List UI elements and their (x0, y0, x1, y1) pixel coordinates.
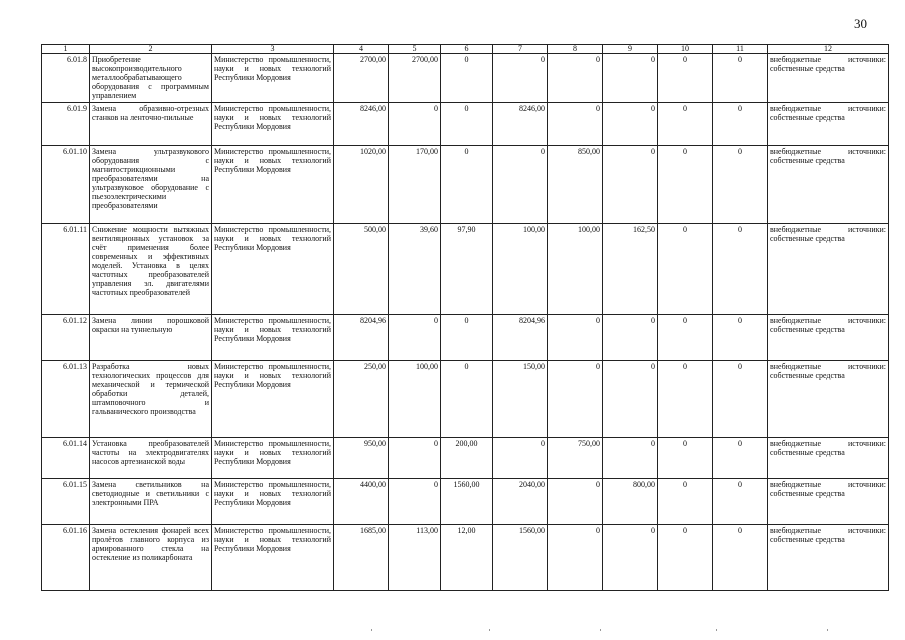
year-6-amount: 0 (658, 479, 713, 525)
total-amount: 2700,00 (334, 54, 389, 103)
measure-name: Установка преобразователей частоты на электродвигателях насосов артезианской воды (90, 438, 212, 479)
year-4-amount: 0 (548, 315, 603, 361)
program-measures-table (41, 44, 889, 591)
column-header: 3 (212, 45, 334, 54)
scan-mark (600, 629, 601, 631)
year-2-amount: 97,90 (441, 224, 493, 315)
column-header: 6 (441, 45, 493, 54)
measure-name: Замена ультразвукового оборудования с магнитострикционными преобразователями на ультразвуковое оборудование с пьезоэлектрическими преобразователями (90, 146, 212, 224)
year-4-amount: 0 (548, 103, 603, 146)
year-3-amount: 100,00 (493, 224, 548, 315)
measure-name: Замена линии порошковой окраски на туннельную (90, 315, 212, 361)
column-header: 1 (42, 45, 90, 54)
table-row (42, 479, 889, 525)
year-1-amount: 2700,00 (389, 54, 441, 103)
row-code: 6.01.10 (42, 146, 90, 224)
table-row (42, 103, 889, 146)
table-row (42, 525, 889, 591)
funding-source: внебюджетные источники: собственные средства (768, 103, 889, 146)
year-6-amount: 0 (658, 361, 713, 438)
funding-source: внебюджетные источники: собственные средства (768, 146, 889, 224)
row-code: 6.01.9 (42, 103, 90, 146)
year-3-amount: 8246,00 (493, 103, 548, 146)
executor: Министерство промышленности, науки и новых технологий Республики Мордовия (212, 479, 334, 525)
row-code: 6.01.14 (42, 438, 90, 479)
measure-name: Замена светильников на светодиодные и светильники с электронными ПРА (90, 479, 212, 525)
measure-name: Замена остекления фонарей всех пролётов главного корпуса из армированного стекла на остекление из поликарбоната (90, 525, 212, 591)
column-header: 8 (548, 45, 603, 54)
executor: Министерство промышленности, науки и новых технологий Республики Мордовия (212, 54, 334, 103)
year-7-amount: 0 (713, 146, 768, 224)
total-amount: 8204,96 (334, 315, 389, 361)
row-code: 6.01.12 (42, 315, 90, 361)
year-7-amount: 0 (713, 54, 768, 103)
year-3-amount: 150,00 (493, 361, 548, 438)
year-4-amount: 0 (548, 479, 603, 525)
year-3-amount: 0 (493, 54, 548, 103)
executor: Министерство промышленности, науки и новых технологий Республики Мордовия (212, 361, 334, 438)
total-amount: 4400,00 (334, 479, 389, 525)
year-1-amount: 170,00 (389, 146, 441, 224)
year-3-amount: 8204,96 (493, 315, 548, 361)
funding-source: внебюджетные источники: собственные средства (768, 315, 889, 361)
executor: Министерство промышленности, науки и новых технологий Республики Мордовия (212, 315, 334, 361)
year-3-amount: 2040,00 (493, 479, 548, 525)
table-row (42, 54, 889, 103)
scan-mark (827, 629, 828, 631)
year-3-amount: 0 (493, 146, 548, 224)
executor: Министерство промышленности, науки и новых технологий Республики Мордовия (212, 103, 334, 146)
year-2-amount: 0 (441, 361, 493, 438)
table-row (42, 224, 889, 315)
year-1-amount: 100,00 (389, 361, 441, 438)
column-header: 12 (768, 45, 889, 54)
year-7-amount: 0 (713, 438, 768, 479)
row-code: 6.01.8 (42, 54, 90, 103)
measure-name: Снижение мощности вытяжных вентиляционных установок за счёт применения более современных и эффективных моделей. Установка в целях частотных преобразователей управления эл. двигателями частотных преобразователей (90, 224, 212, 315)
column-header: 9 (603, 45, 658, 54)
year-3-amount: 0 (493, 438, 548, 479)
total-amount: 1020,00 (334, 146, 389, 224)
executor: Министерство промышленности, науки и новых технологий Республики Мордовия (212, 224, 334, 315)
row-code: 6.01.15 (42, 479, 90, 525)
year-7-amount: 0 (713, 525, 768, 591)
year-5-amount: 0 (603, 438, 658, 479)
year-4-amount: 0 (548, 361, 603, 438)
table-header-row (42, 45, 889, 54)
funding-source: внебюджетные источники: собственные средства (768, 479, 889, 525)
year-1-amount: 0 (389, 438, 441, 479)
year-1-amount: 0 (389, 315, 441, 361)
year-6-amount: 0 (658, 438, 713, 479)
year-6-amount: 0 (658, 315, 713, 361)
year-5-amount: 0 (603, 361, 658, 438)
year-1-amount: 0 (389, 103, 441, 146)
year-4-amount: 100,00 (548, 224, 603, 315)
year-1-amount: 113,00 (389, 525, 441, 591)
page-number: 30 (854, 16, 867, 31)
funding-source: внебюджетные источники: собственные средства (768, 361, 889, 438)
column-header: 11 (713, 45, 768, 54)
year-2-amount: 0 (441, 315, 493, 361)
year-7-amount: 0 (713, 224, 768, 315)
scan-mark (489, 629, 490, 631)
row-code: 6.01.11 (42, 224, 90, 315)
year-1-amount: 39,60 (389, 224, 441, 315)
year-6-amount: 0 (658, 224, 713, 315)
table-row (42, 361, 889, 438)
year-6-amount: 0 (658, 103, 713, 146)
year-5-amount: 0 (603, 525, 658, 591)
year-1-amount: 0 (389, 479, 441, 525)
year-7-amount: 0 (713, 103, 768, 146)
year-5-amount: 0 (603, 146, 658, 224)
year-7-amount: 0 (713, 479, 768, 525)
year-6-amount: 0 (658, 146, 713, 224)
column-header: 5 (389, 45, 441, 54)
column-header: 4 (334, 45, 389, 54)
year-7-amount: 0 (713, 361, 768, 438)
executor: Министерство промышленности, науки и новых технологий Республики Мордовия (212, 438, 334, 479)
year-4-amount: 750,00 (548, 438, 603, 479)
funding-source: внебюджетные источники: собственные средства (768, 438, 889, 479)
year-4-amount: 850,00 (548, 146, 603, 224)
total-amount: 250,00 (334, 361, 389, 438)
table-row (42, 146, 889, 224)
year-2-amount: 1560,00 (441, 479, 493, 525)
scan-mark (371, 629, 372, 631)
scan-mark (716, 629, 717, 631)
total-amount: 950,00 (334, 438, 389, 479)
column-header: 2 (90, 45, 212, 54)
total-amount: 1685,00 (334, 525, 389, 591)
year-2-amount: 0 (441, 103, 493, 146)
year-7-amount: 0 (713, 315, 768, 361)
year-2-amount: 0 (441, 146, 493, 224)
column-header: 10 (658, 45, 713, 54)
total-amount: 500,00 (334, 224, 389, 315)
column-header: 7 (493, 45, 548, 54)
table-row (42, 315, 889, 361)
year-2-amount: 200,00 (441, 438, 493, 479)
year-6-amount: 0 (658, 525, 713, 591)
measure-name: Замена образивно-отрезных станков на ленточно-пильные (90, 103, 212, 146)
executor: Министерство промышленности, науки и новых технологий Республики Мордовия (212, 146, 334, 224)
year-3-amount: 1560,00 (493, 525, 548, 591)
year-5-amount: 0 (603, 315, 658, 361)
row-code: 6.01.16 (42, 525, 90, 591)
year-5-amount: 800,00 (603, 479, 658, 525)
row-code: 6.01.13 (42, 361, 90, 438)
year-5-amount: 162,50 (603, 224, 658, 315)
year-5-amount: 0 (603, 103, 658, 146)
year-2-amount: 0 (441, 54, 493, 103)
table-row (42, 438, 889, 479)
funding-source: внебюджетные источники: собственные средства (768, 224, 889, 315)
total-amount: 8246,00 (334, 103, 389, 146)
funding-source: внебюджетные источники: собственные средства (768, 525, 889, 591)
year-5-amount: 0 (603, 54, 658, 103)
year-6-amount: 0 (658, 54, 713, 103)
executor: Министерство промышленности, науки и новых технологий Республики Мордовия (212, 525, 334, 591)
measure-name: Приобретение высокопроизводительного металлообрабатывающего оборудования с программным управлением (90, 54, 212, 103)
year-4-amount: 0 (548, 525, 603, 591)
funding-source: внебюджетные источники: собственные средства (768, 54, 889, 103)
year-4-amount: 0 (548, 54, 603, 103)
year-2-amount: 12,00 (441, 525, 493, 591)
measure-name: Разработка новых технологических процессов для механической и термической обработки деталей, штамповочного и гальванического производства (90, 361, 212, 438)
